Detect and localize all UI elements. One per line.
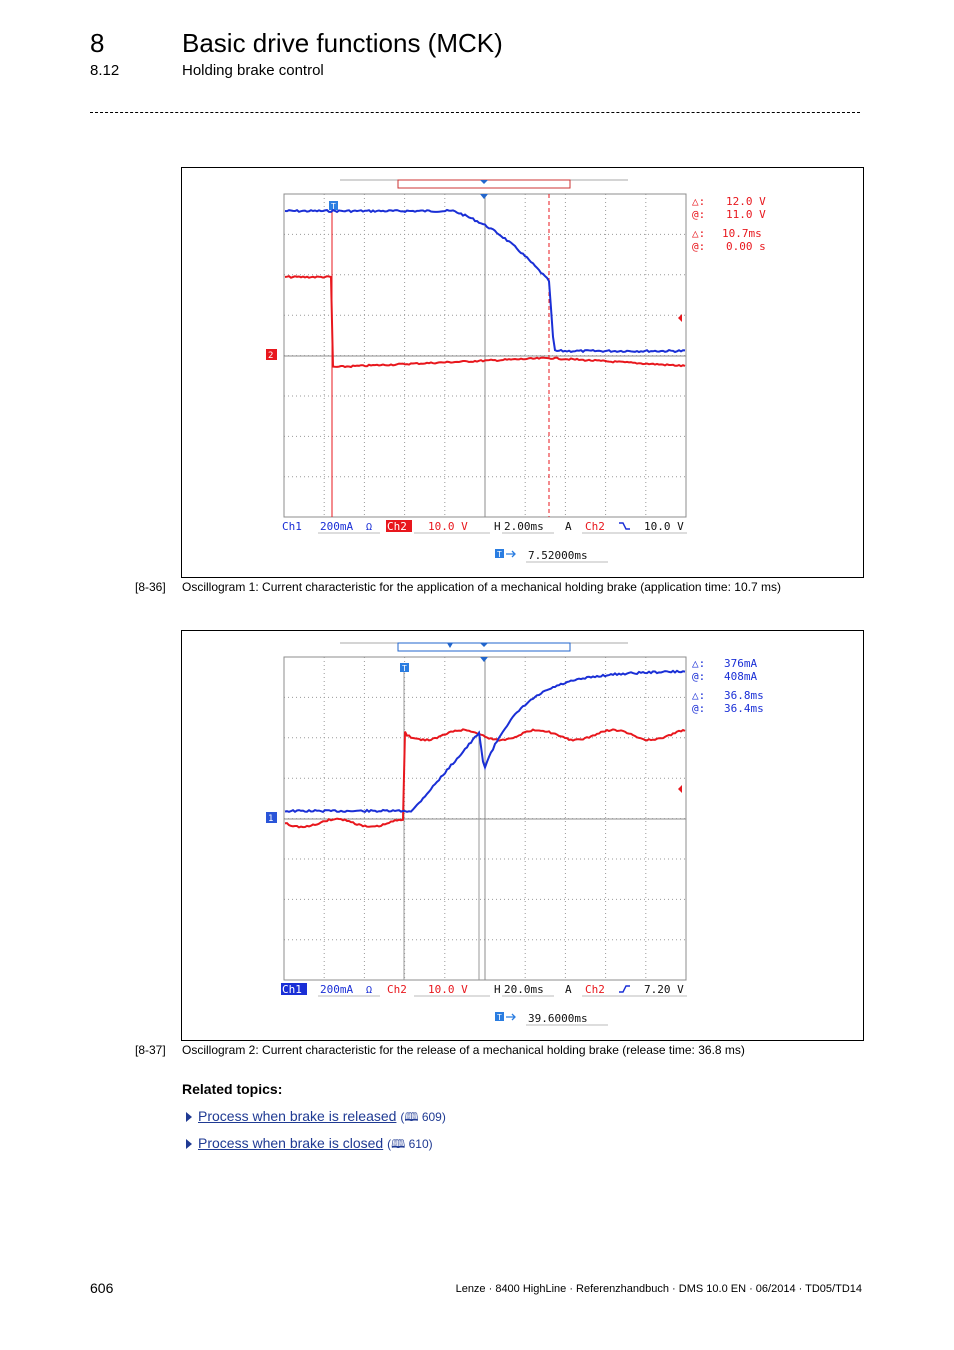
figure-number: [8-37] — [135, 1043, 166, 1057]
readout-at-v: 11.0 V — [726, 208, 766, 221]
page-ref-number[interactable]: 610 — [408, 1137, 429, 1151]
at-symbol: @: — [692, 702, 706, 715]
delta-symbol: △: — [692, 227, 706, 240]
arrow-right-icon — [506, 1014, 515, 1020]
related-topics-title: Related topics: — [182, 1081, 283, 1097]
related-link-row — [186, 1135, 433, 1156]
trigger-pos-icon — [480, 180, 488, 184]
status-ch1-scale: 200mA — [320, 983, 354, 996]
link-brake-released[interactable]: Process when brake is released — [198, 1108, 397, 1124]
channel-marker-label: 2 — [268, 351, 274, 361]
svg-text:T: T — [497, 1013, 502, 1022]
status-a: A — [565, 520, 572, 533]
status-h: H — [494, 520, 501, 533]
oscillogram-2-screen — [182, 631, 863, 1040]
svg-text:T: T — [331, 202, 336, 211]
trigger-arrow-icon — [480, 194, 488, 199]
falling-edge-icon — [619, 523, 630, 529]
delta-symbol: △: — [692, 657, 706, 670]
status-h: H — [494, 983, 501, 996]
status-a: A — [565, 983, 572, 996]
book-icon: 🕮 — [391, 1137, 406, 1151]
chapter-title: Basic drive functions (MCK) — [182, 28, 503, 58]
ohm-icon: Ω — [366, 522, 373, 533]
link-brake-closed[interactable]: Process when brake is closed — [198, 1135, 384, 1151]
status-ch2-scale: 10.0 V — [428, 983, 468, 996]
status-trig-level: 10.0 V — [644, 520, 684, 533]
figure-oscillogram-1 — [181, 167, 864, 578]
delta-symbol: △: — [692, 195, 706, 208]
readout-delta-v: 376mA — [724, 657, 758, 670]
at-symbol: @: — [692, 240, 706, 253]
readout-delta-t: 36.8ms — [724, 689, 764, 702]
svg-text:T: T — [402, 664, 407, 673]
status-trig-level: 7.20 V — [644, 983, 684, 996]
status-h-scale: 20.0ms — [504, 983, 544, 996]
section-title: Holding brake control — [182, 62, 324, 79]
page-ref: (🕮 610) — [387, 1137, 433, 1151]
related-link-row — [186, 1108, 446, 1129]
status-ch2: Ch2 — [387, 520, 407, 533]
figure-caption: Oscillogram 1: Current characteristic for the application of a mechanical holding brake (application time: 10.7 ms) — [182, 580, 781, 594]
page-ref-number[interactable]: 609 — [421, 1110, 442, 1124]
figure-oscillogram-2 — [181, 630, 864, 1041]
status-ch1-scale: 200mA — [320, 520, 354, 533]
status-trig-pos: 39.6000ms — [528, 1012, 588, 1025]
figure-number: [8-36] — [135, 580, 166, 594]
trigger-pos-icon — [480, 643, 488, 647]
ohm-icon: Ω — [366, 985, 373, 996]
at-symbol: @: — [692, 670, 706, 683]
rising-edge-icon — [619, 986, 630, 992]
channel-marker-label: 1 — [268, 814, 274, 824]
figure-caption: Oscillogram 2: Current characteristic for the release of a mechanical holding brake (release time: 36.8 ms) — [182, 1043, 745, 1057]
book-icon: 🕮 — [404, 1110, 419, 1124]
trigger-arrow-icon — [480, 657, 488, 662]
arrow-right-icon — [186, 1112, 192, 1122]
page-ref: (🕮 609) — [400, 1110, 446, 1124]
readout-delta-v: 12.0 V — [726, 195, 766, 208]
status-h-scale: 2.00ms — [504, 520, 544, 533]
readout-at-t: 0.00 s — [726, 240, 766, 253]
status-ch2: Ch2 — [387, 983, 407, 996]
oscillogram-1-screen — [182, 168, 863, 577]
status-trig-ch: Ch2 — [585, 520, 605, 533]
chapter-number: 8 — [90, 28, 105, 58]
status-ch1: Ch1 — [282, 520, 302, 533]
delta-symbol: △: — [692, 689, 706, 702]
readout-at-t: 36.4ms — [724, 702, 764, 715]
status-ch1: Ch1 — [282, 983, 302, 996]
header-rule — [90, 112, 860, 113]
readout-delta-t: 10.7ms — [722, 227, 762, 240]
trigger-pos-icon — [447, 643, 453, 648]
status-ch2-scale: 10.0 V — [428, 520, 468, 533]
status-trig-ch: Ch2 — [585, 983, 605, 996]
status-trig-pos: 7.52000ms — [528, 549, 588, 562]
at-symbol: @: — [692, 208, 706, 221]
trigger-level-icon — [678, 785, 682, 793]
readout-at-v: 408mA — [724, 670, 758, 683]
arrow-right-icon — [506, 551, 515, 557]
footer-doc-info: Lenze · 8400 HighLine · Referenzhandbuch · DMS 10.0 EN · 06/2014 · TD05/TD14 — [455, 1283, 862, 1295]
svg-text:T: T — [497, 550, 502, 559]
section-number: 8.12 — [90, 62, 120, 79]
page-number: 606 — [90, 1280, 114, 1296]
arrow-right-icon — [186, 1139, 192, 1149]
